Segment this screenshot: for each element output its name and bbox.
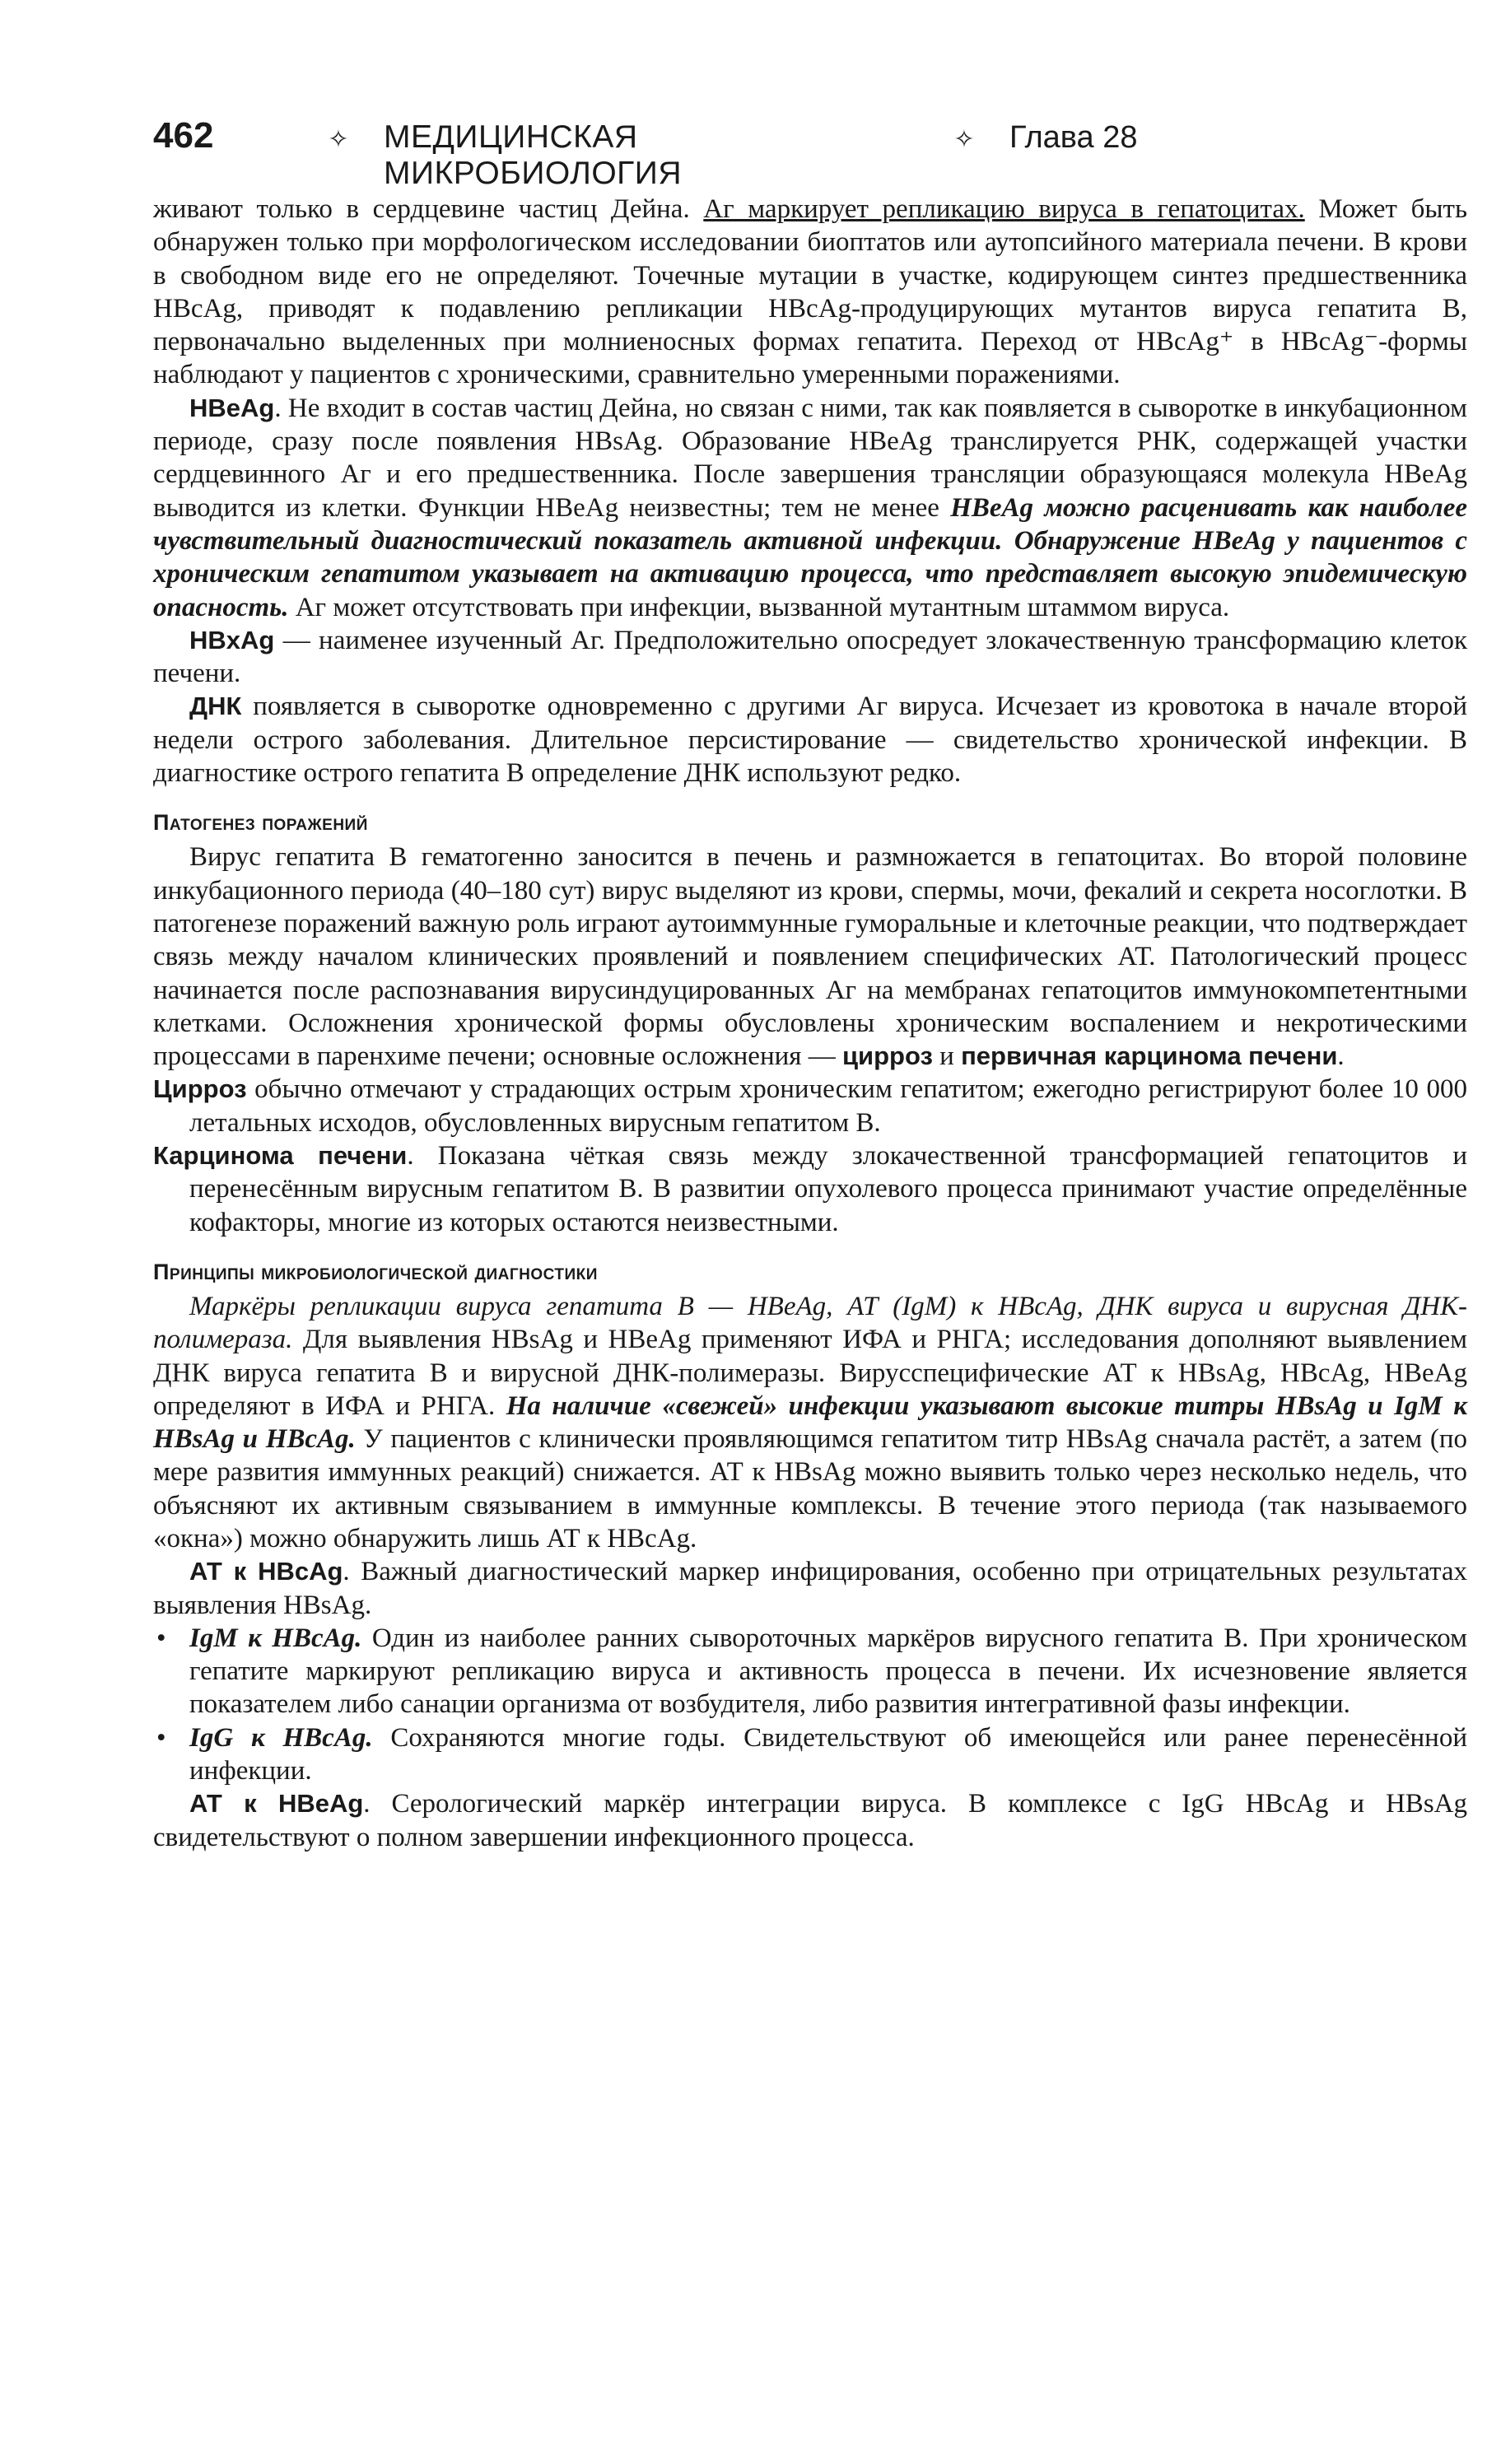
bullet-icon: • (156, 1623, 166, 1653)
paragraph-pathogenesis (153, 841, 1467, 1073)
section-heading-diagnostics: Принципы микробиологической диагностики (153, 1259, 598, 1284)
emphasis-text: HBeAg можно расценивать как наиболее чувствительный диагностический показатель активной инфекции. Обнаружение HBeAg у пациентов с хроническим гепатитом указывает на активацию процесса, что представляет высокую эпидемическую опасность. (153, 492, 1468, 622)
header-separator-right: ✧ (953, 126, 975, 153)
term-at-hbcag: АТ к HBcAg (189, 1557, 343, 1586)
text: Сохраняются многие годы. Свидетельствуют об имеющейся или ранее перенесённой инфекции. (189, 1722, 1467, 1786)
paragraph-at-hbcag (153, 1555, 1467, 1622)
text: . (1337, 1041, 1345, 1072)
text: У пациентов с клинически проявляющимся гепатитом титр HBsAg сначала растёт, а затем (по мере развития иммунных реакций) снижается. АТ к HBsAg можно выявить только через несколько недель, что объясняют их активным связыванием в иммунные комплексы. В течение этого периода (так называемого «окна») можно обнаружить лишь АТ к HBcAg. (153, 1424, 1467, 1553)
book-title: МЕДИЦИНСКАЯ МИКРОБИОЛОГИЯ (384, 119, 682, 191)
page (153, 115, 1467, 1854)
list-item (153, 1721, 1467, 1788)
paragraph-cirrhosis (153, 1073, 1467, 1139)
text: живают только в сердцевине частиц Дейна. (153, 194, 704, 224)
text: Для выявления HBsAg и HBeAg применяют ИФА и РНГА; исследования дополняют выявлением ДНК вируса гепатита В и вирусной ДНК-полимеразы. Вирусспецифические АТ к HBsAg, HBcAg, HBeAg определяют в ИФА и РНГА. (153, 1325, 1467, 1421)
emphasis-text: На наличие «свежей» инфекции указывают высокие титры HBsAg и IgM к HBsAg и HBcAg. (153, 1390, 1467, 1455)
text: появляется в сыворотке одновременно с другими Аг вируса. Исчезает из кровотока в начале второй недели острого заболевания. Длительное персистирование — свидетельство хронической инфекции. В диагностике острого гепатита В определение ДНК используют редко. (153, 692, 1467, 789)
text: Аг может отсутствовать при инфекции, вызванной мутантным штаммом вируса. (288, 592, 1230, 622)
page-body (153, 193, 1467, 1854)
term-carcinoma: первичная карцинома печени (961, 1041, 1338, 1071)
term-cirrhosis-heading: Цирроз (153, 1074, 247, 1104)
paragraph-carcinoma (153, 1139, 1467, 1239)
paragraph-dnk (153, 690, 1467, 790)
bullet-term: IgM к HBcAg. (189, 1623, 362, 1653)
page-header (153, 115, 1467, 191)
paragraph-at-hbeag (153, 1787, 1467, 1854)
paragraph-hbxag (153, 624, 1467, 691)
text: . Серологический маркёр интеграции вируса. В комплексе с IgG HBcAg и HBsAg свидетельствуют о полном завершении инфекционного процесса. (153, 1789, 1467, 1852)
bullet-term: IgG к HBcAg. (189, 1722, 373, 1753)
text: обычно отмечают у страдающих острым хроническим гепатитом; ежегодно регистрируют более 10 000 летальных исходов, обусловленных вирусным гепатитом В. (189, 1074, 1467, 1138)
text: Может быть обнаружен только при морфологическом исследовании биоптатов или аутопсийного материала печени. В крови в свободном виде его не определяют. Точечные мутации в участке, кодирующем синтез предшественника HBcAg, приводят к подавлению репликации HBcAg-продуцирующих мутантов вируса гепатита В, первоначально выделенных при молниеносных формах гепатита. Переход от HBcAg⁺ в HBcAg⁻-формы наблюдают у пациентов с хроническими, сравнительно умеренными поражениями. (153, 194, 1468, 390)
text: Один из наиболее ранних сывороточных маркёров вирусного гепатита В. При хроническом гепатите маркируют репликацию вируса и активность процесса в печени. Их исчезновение является показателем либо санации организма от возбудителя, либо развития интегративной фазы инфекции. (189, 1623, 1467, 1720)
term-hbeag: HBeAg (189, 393, 275, 422)
term-cirrhosis: цирроз (841, 1041, 933, 1071)
text: . Показана чёткая связь между злокачественной трансформацией гепатоцитов и перенесённым вирусным гепатитом В. В развитии опухолевого процесса принимают участие определённые кофакторы, многие из которых остаются неизвестными. (189, 1141, 1468, 1237)
list-item (153, 1622, 1467, 1721)
text: . Важный диагностический маркер инфицирования, особенно при отрицательных результатах выявления HBsAg. (153, 1557, 1467, 1620)
text: Вирус гепатита В гематогенно заносится в печень и размножается в гепатоцитах. Во второй половине инкубационного периода (40–180 сут) вирус выделяют из крови, спермы, мочи, фекалий и секрета носоглотки. В патогенезе поражений важную роль играют аутоиммунные гуморальные и клеточные реакции, что подтверждает связь между началом клинических проявлений и появлением специфических АТ. Патологический процесс начинается после распознавания вирусиндуцированных Аг на мембранах гепатоцитов иммунокомпетентными клетками. Осложнения хронической формы обусловлены хроническим воспалением и некротическими процессами в паренхиме печени; основные осложнения — (153, 842, 1467, 1072)
header-separator-left: ✧ (328, 126, 349, 153)
section-heading-pathogenesis: Патогенез поражений (153, 810, 368, 836)
bullet-icon: • (156, 1722, 166, 1753)
underlined-text: Аг маркирует репликацию вируса в гепатоцитах. (703, 194, 1305, 224)
page-number: 462 (153, 115, 214, 156)
text: . Не входит в состав частиц Дейна, но связан с ними, так как появляется в сыворотке в инкубационном периоде, сразу после появления HBsAg. Образование HBeAg транслируется РНК, содержащей участки сердцевинного Аг и его предшественника. После завершения трансляции образующаяся молекула HBeAg выводится из клетки. Функции HBeAg неизвестны; тем не менее (153, 393, 1467, 523)
paragraph-diagnostics (153, 1290, 1467, 1555)
term-at-hbeag: АТ к HBeAg (189, 1789, 364, 1819)
term-dnk: ДНК (189, 692, 242, 721)
paragraph-hbcag-continued (153, 193, 1467, 392)
text: — наименее изученный Аг. Предположительно опосредует злокачественную трансформацию клеток печени. (153, 625, 1467, 689)
text: и (932, 1041, 962, 1072)
term-hbxag: HBxAg (189, 625, 275, 654)
chapter-label: Глава 28 (1009, 120, 1138, 155)
paragraph-hbeag (153, 392, 1467, 624)
term-carcinoma-heading: Карцинома печени (153, 1141, 408, 1171)
italic-text: Маркёры репликации вируса гепатита В — HBeAg, АТ (IgM) к HBcAg, ДНК вируса и вирусная ДНК-полимераза. (153, 1291, 1467, 1355)
